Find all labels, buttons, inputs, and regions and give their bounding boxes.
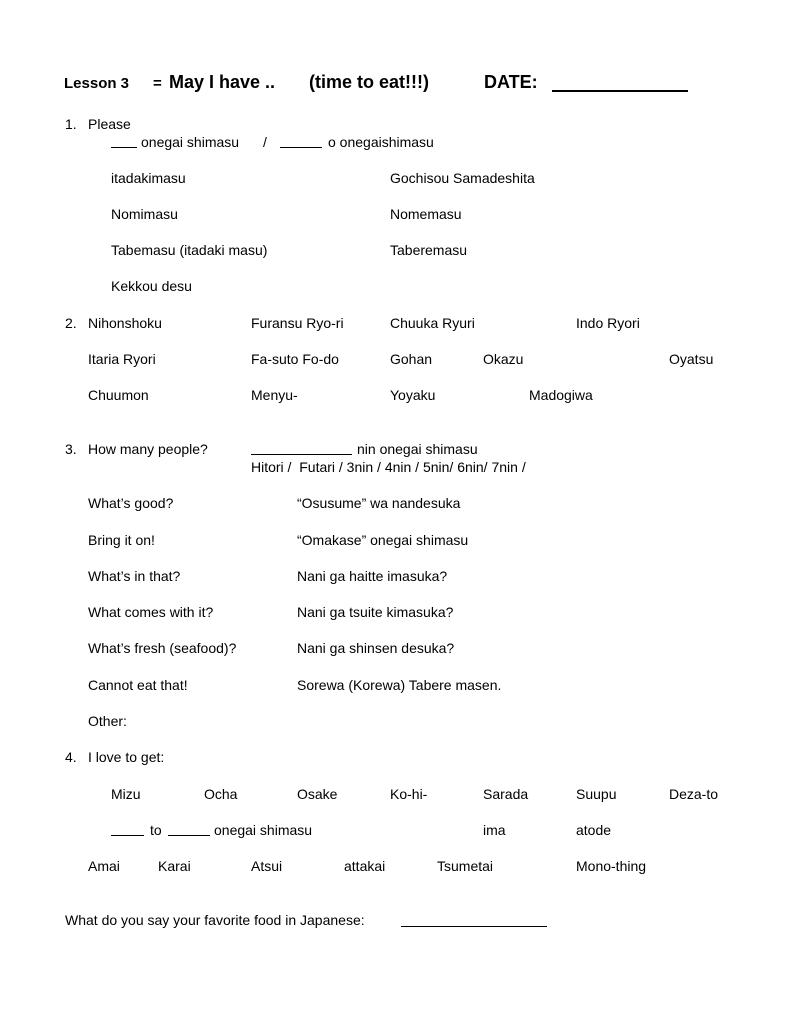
pattern-slash: / (263, 134, 267, 150)
section-4-label: I love to get: (88, 749, 165, 765)
phrase-english: What’s in that? (88, 568, 181, 584)
phrase-japanese: Nani ga haitte imasuka? (297, 568, 448, 584)
menu-item-word: Osake (297, 786, 338, 802)
timing-atode: atode (576, 822, 612, 838)
pattern-a-text: onegai shimasu (141, 134, 240, 150)
section-1-number: 1. (65, 116, 77, 132)
menu-item-word: Ocha (204, 786, 238, 802)
menu-item-word: Sarada (483, 786, 529, 802)
item-b-blank[interactable] (168, 835, 210, 836)
vocab-word: Oyatsu (669, 351, 714, 367)
menu-item-word: Ko-hi- (390, 786, 428, 802)
phrase-japanese: “Osusume” wa nandesuka (297, 495, 461, 511)
vocab-word: Itaria Ryori (88, 351, 156, 367)
vocab-word: Chuuka Ryuri (390, 315, 475, 331)
vocab-word: Chuumon (88, 387, 149, 403)
date-label: DATE: (484, 72, 538, 92)
adjective-word: Amai (88, 858, 120, 874)
adjective-word: attakai (344, 858, 386, 874)
adjective-word: Mono-thing (576, 858, 647, 874)
adjective-word: Tsumetai (437, 858, 494, 874)
favorite-food-blank[interactable] (401, 926, 547, 927)
phrase-left: Kekkou desu (111, 278, 192, 294)
phrase-left: Nomimasu (111, 206, 178, 222)
pattern-a-blank[interactable] (111, 147, 137, 148)
date-blank[interactable] (552, 90, 688, 92)
phrase-right: Taberemasu (390, 242, 468, 258)
phrase-japanese: Sorewa (Korewa) Tabere masen. (297, 677, 502, 693)
menu-item-word: Mizu (111, 786, 141, 802)
vocab-word: Indo Ryori (576, 315, 640, 331)
phrase-right: Nomemasu (390, 206, 462, 222)
section-2-number: 2. (65, 315, 77, 331)
how-many-question: How many people? (88, 441, 208, 457)
phrase-right: Gochisou Samadeshita (390, 170, 535, 186)
phrase-japanese: “Omakase” onegai shimasu (297, 532, 469, 548)
phrase-left: itadakimasu (111, 170, 186, 186)
how-many-answer: nin onegai shimasu (357, 441, 478, 457)
section-4-number: 4. (65, 749, 77, 765)
vocab-word: Madogiwa (529, 387, 593, 403)
pattern-b-blank[interactable] (280, 147, 322, 148)
people-count-blank[interactable] (251, 454, 352, 455)
menu-item-word: Deza-to (669, 786, 719, 802)
vocab-word: Fa-suto Fo-do (251, 351, 339, 367)
section-3-number: 3. (65, 441, 77, 457)
phrase-english: What comes with it? (88, 604, 214, 620)
vocab-word: Menyu- (251, 387, 298, 403)
phrase-english: Bring it on! (88, 532, 155, 548)
lesson-number: Lesson 3 (64, 75, 130, 92)
vocab-word: Yoyaku (390, 387, 436, 403)
page-subtitle: (time to eat!!!) (309, 72, 429, 92)
vocab-word: Nihonshoku (88, 315, 162, 331)
phrase-english: Cannot eat that! (88, 677, 188, 693)
phrase-japanese: Nani ga shinsen desuka? (297, 640, 455, 656)
order-pattern: onegai shimasu (214, 822, 313, 838)
to-word: to (150, 822, 162, 838)
adjective-word: Karai (158, 858, 191, 874)
vocab-word: Okazu (483, 351, 524, 367)
title-equals: = (153, 75, 162, 92)
phrase-left: Tabemasu (itadaki masu) (111, 242, 268, 258)
phrase-english: What’s good? (88, 495, 174, 511)
favorite-food-question: What do you say your favorite food in Japanese: (65, 912, 365, 928)
pattern-b-text: o onegaishimasu (328, 134, 434, 150)
other-label: Other: (88, 713, 127, 729)
vocab-word: Furansu Ryo-ri (251, 315, 344, 331)
section-1-label: Please (88, 116, 131, 132)
people-counts: Hitori / Futari / 3nin / 4nin / 5nin/ 6nin/ 7nin / (251, 459, 526, 475)
phrase-english: What’s fresh (seafood)? (88, 640, 237, 656)
page-title: May I have .. (169, 72, 276, 92)
adjective-word: Atsui (251, 858, 283, 874)
vocab-word: Gohan (390, 351, 433, 367)
phrase-japanese: Nani ga tsuite kimasuka? (297, 604, 454, 620)
item-a-blank[interactable] (111, 835, 144, 836)
timing-ima: ima (483, 822, 506, 838)
menu-item-word: Suupu (576, 786, 617, 802)
